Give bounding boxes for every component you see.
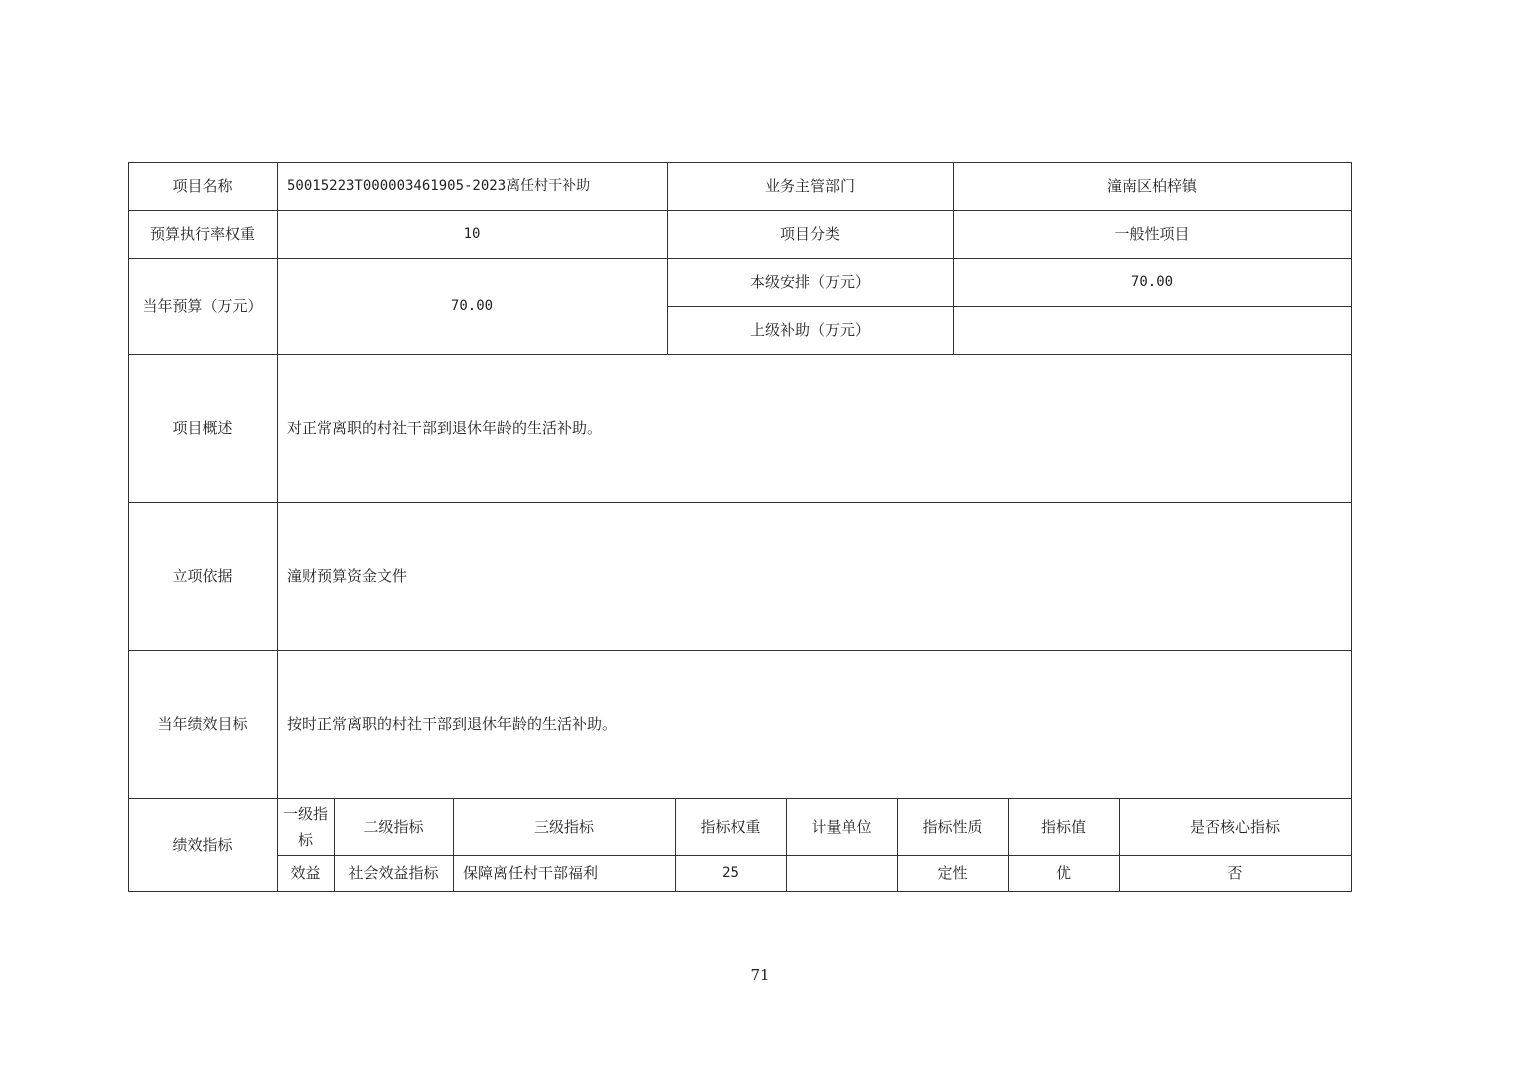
indicator-header-core: 是否核心指标 [1189,817,1280,836]
table-row-cell-unit [786,855,897,891]
dept-value: 潼南区柏梓镇 [1106,177,1197,195]
indicators-label: 绩效指标 [172,835,233,854]
local-arrangement-value: 70.00 [1130,274,1174,290]
indicator-header-nature: 指标性质 [922,817,983,836]
table-row-cell-level1: 效益 [290,864,321,882]
overview-label: 项目概述 [172,419,233,437]
category-value: 一般性项目 [1114,225,1190,243]
table-row-cell-core: 否 [1227,864,1243,882]
indicator-header-value: 指标值 [1040,817,1086,836]
table-row-cell-weight: 25 [722,865,739,881]
goal-value: 按时正常离职的村社干部到退休年龄的生活补助。 [287,715,618,733]
dept-label: 业务主管部门 [764,177,855,195]
table-row-cell-level3: 保障离任村干部福利 [463,864,599,882]
overview-value: 对正常离职的村社干部到退休年龄的生活补助。 [287,419,603,437]
project-name-value: 50015223T000003461905-2023离任村干补助 [287,178,591,194]
category-label: 项目分类 [779,225,840,243]
indicator-header-level3: 三级指标 [533,817,594,836]
annual-budget-label: 当年预算（万元） [142,297,263,315]
budget-weight-label: 预算执行率权重 [149,225,255,243]
indicator-header-level2: 二级指标 [363,817,424,836]
table-row-cell-nature: 定性 [937,864,968,882]
superior-subsidy-label: 上级补助（万元） [749,321,870,339]
budget-weight-value: 10 [463,226,481,242]
local-arrangement-label: 本级安排（万元） [749,273,870,291]
page-number: 71 [750,966,770,984]
basis-label: 立项依据 [172,567,233,585]
superior-subsidy-value [953,306,1351,354]
table-row-cell-level2: 社会效益指标 [348,864,439,882]
table-row-cell-value: 优 [1055,864,1071,882]
indicator-header-unit: 计量单位 [811,817,872,836]
goal-label: 当年绩效目标 [157,715,248,733]
annual-budget-value: 70.00 [450,298,494,314]
basis-value: 潼财预算资金文件 [287,567,408,585]
indicator-header-level1: 一级指标 [283,804,329,849]
project-name-label: 项目名称 [172,177,233,195]
indicator-header-weight: 指标权重 [700,817,761,836]
